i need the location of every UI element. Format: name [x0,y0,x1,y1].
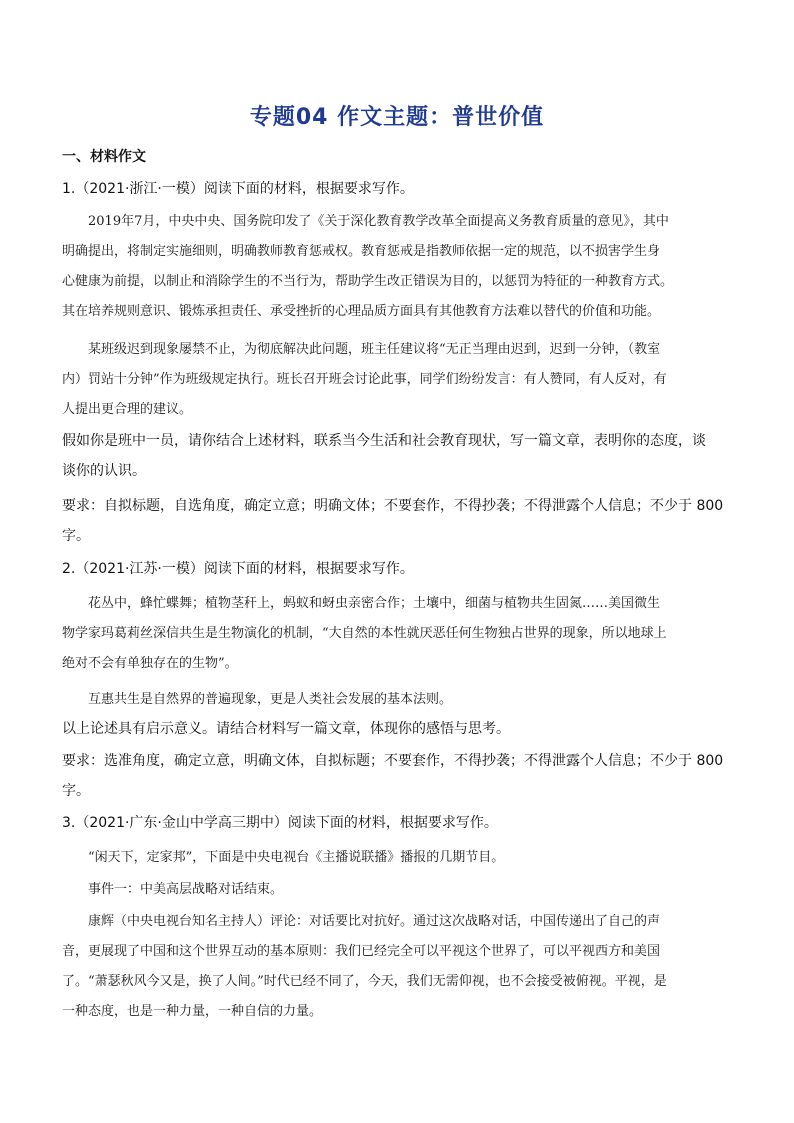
q1-material-line: 其在培养规则意识、锻炼承担责任、承受挫折的心理品质方面具有其他教育方法难以替代的价值和功能。 [62,304,661,319]
q1-material-line: 心健康为前提，以制止和消除学生的不当行为，帮助学生改正错误为目的，以惩罚为特征的一种教育方式。 [62,274,674,289]
q3-material-line: 一种态度，也是一种力量，一种自信的力量。 [62,1004,323,1019]
question-2-header: 2.（2021·江苏·一模）阅读下面的材料，根据要求写作。 [62,561,414,577]
q2-task-line: 以上论述具有启示意义。请结合材料写一篇文章，体现你的感悟与思考。 [62,721,510,737]
q2-material-line: 花丛中，蜂忙蝶舞；植物茎秆上，蚂蚁和蚜虫亲密合作；土壤中，细菌与植物共生固氮……美国微生 [88,596,661,611]
q2-material-line: 绝对不会有单独存在的生物”。 [62,656,238,671]
q2-material-line: 互惠共生是自然界的普遍现象，更是人类社会发展的基本法则。 [88,692,453,707]
q2-requirement-line: 要求：选准角度，确定立意，明确文体，自拟标题；不要套作，不得抄袭；不得泄露个人信息；不少于 800 [62,753,724,769]
q1-material-line: 明确提出，将制定实施细则，明确教师教育惩戒权。教育惩戒是指教师依据一定的规范，以不损害学生身 [62,244,661,259]
q2-requirement-line: 字。 [62,783,90,799]
q1-material-line: 某班级迟到现象屡禁不止，为彻底解决此问题，班主任建议将“无正当理由迟到，迟到一分钟，（教室 [88,342,661,357]
q3-material-line: 事件一：中美高层战略对话结束。 [88,882,284,897]
q1-requirement-line: 字。 [62,528,90,544]
q2-material-line: 物学家玛葛莉丝深信共生是生物演化的机制，“大自然的本性就厌恶任何生物独占世界的现象，所以地球上 [62,626,667,641]
q3-material-line: 音，更展现了中国和这个世界互动的基本原则：我们已经完全可以平视这个世界了，可以平视西方和美国 [62,944,661,959]
section-heading: 一、材料作文 [62,149,146,165]
q1-requirement-line: 要求：自拟标题，自选角度，确定立意；明确文体；不要套作，不得抄袭；不得泄露个人信息；不少于 800 [62,498,724,514]
q1-material-line: 2019年7月，中央中央、国务院印发了《关于深化教育教学改革全面提高义务教育质量的意见》，其中 [88,214,669,229]
q3-material-line: “闲天下，定家邦”，下面是中央电视台《主播说联播》播报的几期节目。 [88,850,505,865]
q1-material-line: 内）罚站十分钟”作为班级规定执行。班长召开班会讨论此事，同学们纷纷发言：有人赞同，有人反对，有 [62,372,667,387]
q1-task-line: 假如你是班中一员，请你结合上述材料，联系当今生活和社会教育现状，写一篇文章，表明你的态度，谈 [62,433,706,449]
question-1-header: 1.（2021·浙江·一模）阅读下面的材料，根据要求写作。 [62,181,414,197]
q3-material-line: 了。“萧瑟秋风今又是，换了人间。”时代已经不同了，今天，我们无需仰视，也不会接受被俯视。平视，是 [62,974,667,989]
q1-task-line: 谈你的认识。 [62,463,146,479]
q1-material-line: 人提出更合理的建议。 [62,402,193,417]
question-3-header: 3.（2021·广东·金山中学高三期中）阅读下面的材料，根据要求写作。 [62,815,498,831]
q3-material-line: 康辉（中央电视台知名主持人）评论：对话要比对抗好。通过这次战略对话，中国传递出了自己的声 [88,914,661,929]
page-title: 专题04 作文主题：普世价值 [249,105,545,130]
